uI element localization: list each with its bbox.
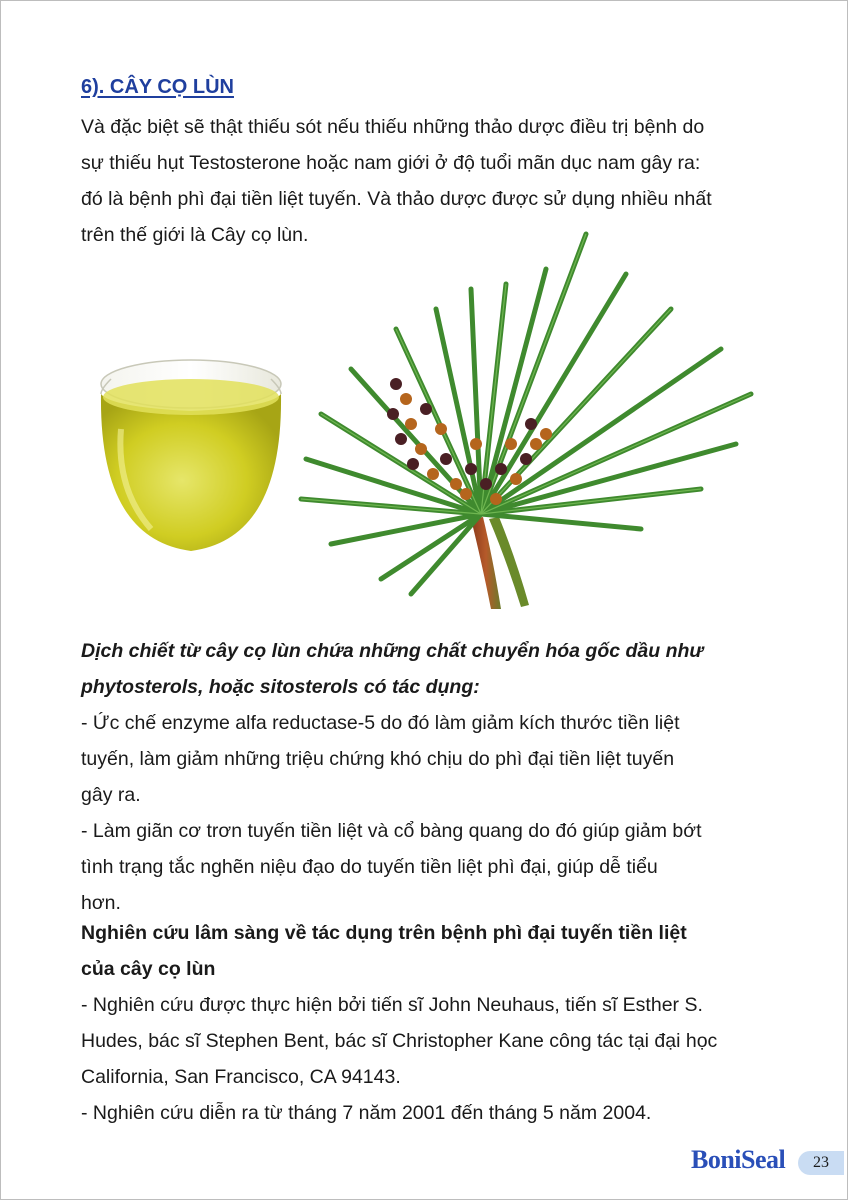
text-line: - Làm giãn cơ trơn tuyến tiền liệt và cổ bàng quang do đó giúp giảm bớt: [81, 820, 702, 842]
text-line: tuyến, làm giảm những triệu chứng khó chịu do phì đại tiền liệt tuyến: [81, 748, 675, 770]
text-line: Nghiên cứu lâm sàng về tác dụng trên bệnh phì đại tuyến tiền liệt: [81, 922, 687, 944]
oil-glass-image: [101, 360, 281, 551]
text-line: - Nghiên cứu diễn ra từ tháng 7 năm 2001 đến tháng 5 năm 2004.: [81, 1102, 652, 1124]
effects-paragraph: [81, 705, 781, 921]
text-line: - Nghiên cứu được thực hiện bởi tiến sĩ John Neuhaus, tiến sĩ Esther S.: [81, 994, 703, 1016]
research-paragraph: [81, 987, 781, 1131]
text-line: đó là bệnh phì đại tiền liệt tuyến. Và thảo dược được sử dụng nhiều nhất: [81, 188, 712, 210]
page-number: 23: [798, 1151, 844, 1175]
text-line: hơn.: [81, 892, 121, 914]
extract-lead: [81, 633, 781, 705]
text-line: Và đặc biệt sẽ thật thiếu sót nếu thiếu những thảo dược điều trị bệnh do: [81, 116, 705, 138]
research-heading: [81, 915, 781, 987]
text-line: trên thế giới là Cây cọ lùn.: [81, 224, 309, 246]
text-line: Dịch chiết từ cây cọ lùn chứa những chất chuyển hóa gốc dầu như: [81, 640, 704, 662]
brand-logo: BoniSeal: [691, 1145, 786, 1174]
text-line: phytosterols, hoặc sitosterols có tác dụng:: [81, 676, 480, 698]
text-line: California, San Francisco, CA 94143.: [81, 1066, 401, 1088]
text-line: của cây cọ lùn: [81, 958, 216, 980]
text-line: sự thiếu hụt Testosterone hoặc nam giới ở độ tuổi mãn dục nam gây ra:: [81, 152, 701, 174]
illustration-area: [1, 229, 847, 614]
text-line: - Ức chế enzyme alfa reductase-5 do đó làm giảm kích thước tiền liệt: [81, 712, 680, 734]
text-line: gây ra.: [81, 784, 141, 806]
text-line: Hudes, bác sĩ Stephen Bent, bác sĩ Christopher Kane công tác tại đại học: [81, 1030, 718, 1052]
saw-palmetto-image: [301, 234, 751, 609]
section-heading: 6). CÂY CỌ LÙN: [81, 76, 234, 98]
text-line: tình trạng tắc nghẽn niệu đạo do tuyến tiền liệt phì đại, giúp dễ tiểu: [81, 856, 658, 878]
